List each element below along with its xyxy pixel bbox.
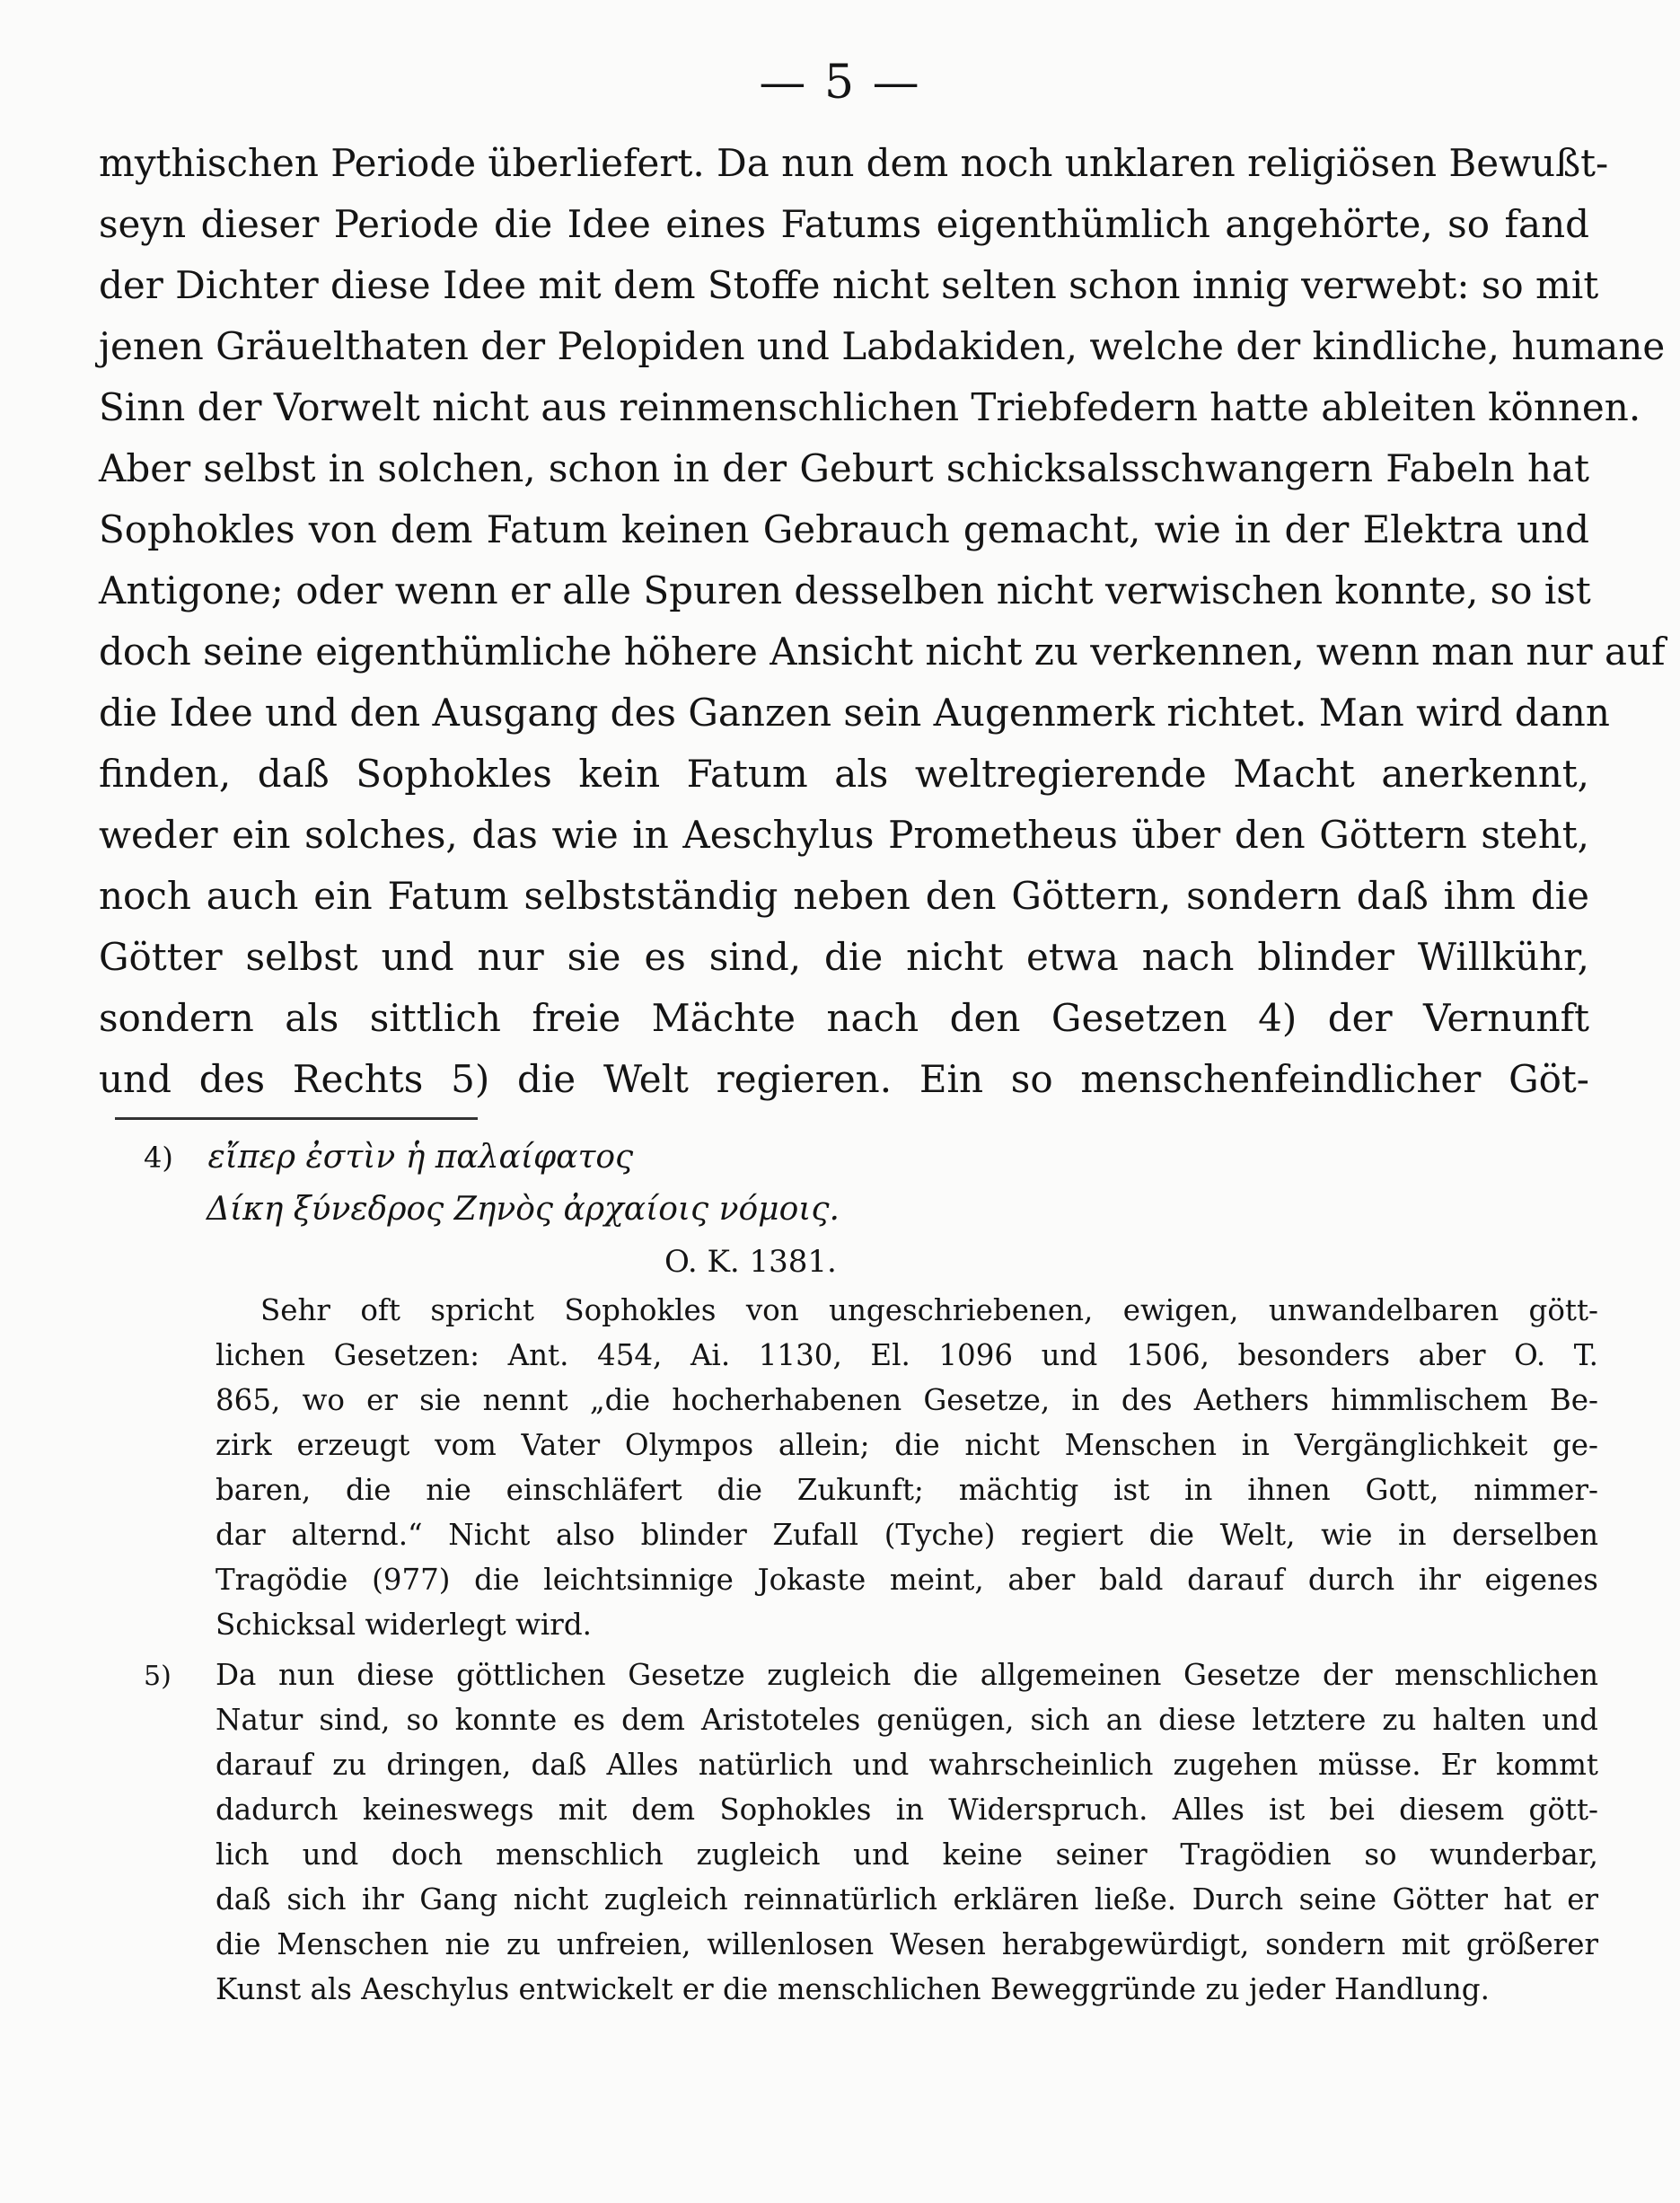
footnote-4-greek-line bbox=[144, 1132, 1598, 1184]
footnotes-block bbox=[144, 1132, 1598, 2012]
main-text-line: sondern als sittlich freie Mächte nach den Gesetzen 4) der Vernunft bbox=[99, 996, 1589, 1040]
footnote-4-line: Schicksal widerlegt wird. bbox=[215, 1608, 592, 1642]
footnote-divider bbox=[115, 1117, 478, 1120]
footnote-4-line: zirk erzeugt vom Vater Olympos allein; die nicht Menschen in Vergänglichkeit ge- bbox=[215, 1428, 1598, 1462]
footnote-4-marker: 4) bbox=[144, 1141, 173, 1175]
footnote-5-line: Da nun diese göttlichen Gesetze zugleich die allgemeinen Gesetze der menschlichen bbox=[215, 1658, 1598, 1692]
footnote-4-line: Sehr oft spricht Sophokles von ungeschriebenen, ewigen, unwandelbaren gött- bbox=[260, 1293, 1598, 1327]
footnote-4-line: baren, die nie einschläfert die Zukunft; mächtig ist in ihnen Gott, nimmer- bbox=[215, 1473, 1598, 1507]
footnote-4-line: Tragödie (977) die leichtsinnige Jokaste meint, aber bald darauf durch ihr eigenes bbox=[215, 1563, 1598, 1597]
main-text-line: doch seine eigenthümliche höhere Ansicht nicht zu verkennen, wenn man nur auf bbox=[99, 630, 1666, 674]
footnote-4 bbox=[144, 1132, 1598, 1647]
main-text-block bbox=[99, 133, 1666, 1110]
main-text-line: seyn dieser Periode die Idee eines Fatums eigenthümlich angehörte, so fand bbox=[99, 202, 1589, 246]
footnote-5-row bbox=[144, 1652, 1598, 2012]
main-text-line: Götter selbst und nur sie es sind, die nicht etwa nach blinder Willkühr, bbox=[99, 935, 1589, 979]
footnote-4-line: 865, wo er sie nennt „die hocherhabenen Gesetze, in des Aethers himmlischem Be- bbox=[215, 1383, 1598, 1417]
main-text-line: und des Rechts 5) die Welt regieren. Ein so menschenfeindlicher Göt- bbox=[99, 1057, 1589, 1101]
page-number: — 5 — bbox=[759, 56, 921, 110]
footnote-5 bbox=[144, 1652, 1598, 2012]
footnote-4-line: dar alternd.“ Nicht also blinder Zufall (Tyche) regiert die Welt, wie in derselben bbox=[215, 1518, 1598, 1552]
footnote-5-line: daß sich ihr Gang nicht zugleich reinnatürlich erklären ließe. Durch seine Götter hat er bbox=[215, 1882, 1598, 1917]
footnote-5-line: dadurch keineswegs mit dem Sophokles in Widerspruch. Alles ist bei diesem gött- bbox=[215, 1793, 1598, 1827]
footnote-5-line: darauf zu dringen, daß Alles natürlich und wahrscheinlich zugehen müsse. Er kommt bbox=[215, 1748, 1598, 1782]
main-text-line: weder ein solches, das wie in Aeschylus Prometheus über den Göttern steht, bbox=[99, 813, 1589, 857]
footnote-5-line: Kunst als Aeschylus entwickelt er die menschlichen Beweggründe zu jeder Handlung. bbox=[215, 1972, 1490, 2006]
footnote-5-text bbox=[215, 1652, 1598, 2012]
footnote-4-greek-line: Δίκη ξύνεδρος Ζηνὸς ἀρχαίοις νόμοις. bbox=[207, 1191, 840, 1228]
main-text-line: mythischen Periode überliefert. Da nun dem noch unklaren religiösen Bewußt- bbox=[99, 141, 1609, 185]
footnote-5-line: Natur sind, so konnte es dem Aristoteles genügen, sich an diese letztere zu halten und bbox=[215, 1703, 1598, 1737]
main-text-line: jenen Gräuelthaten der Pelopiden und Labdakiden, welche der kindliche, humane bbox=[99, 324, 1666, 368]
footnote-5-line: die Menschen nie zu unfreien, willenlosen Wesen herabgewürdigt, sondern mit größerer bbox=[215, 1927, 1598, 1961]
main-text-line: Aber selbst in solchen, schon in der Geburt schicksalsschwangern Fabeln hat bbox=[99, 446, 1589, 490]
footnote-4-line: lichen Gesetzen: Ant. 454, Ai. 1130, El. 1096 und 1506, besonders aber O. T. bbox=[215, 1338, 1598, 1372]
main-text-line: finden, daß Sophokles kein Fatum als weltregierende Macht anerkennt, bbox=[99, 752, 1589, 796]
footnote-4-reference: O. K. 1381. bbox=[664, 1244, 837, 1280]
main-text-line: der Dichter diese Idee mit dem Stoffe nicht selten schon innig verwebt: so mit bbox=[99, 263, 1599, 307]
main-text-line: Sinn der Vorwelt nicht aus reinmenschlichen Triebfedern hatte ableiten können. bbox=[99, 385, 1641, 429]
footnote-5-line: lich und doch menschlich zugleich und keine seiner Tragödien so wunderbar, bbox=[215, 1837, 1598, 1872]
footnote-5-marker: 5) bbox=[144, 1661, 172, 1692]
main-text-line: Sophokles von dem Fatum keinen Gebrauch gemacht, wie in der Elektra und bbox=[99, 507, 1589, 551]
footnote-4-greek-text: εἴπερ ἐστὶν ἡ παλαίφατος bbox=[207, 1139, 634, 1176]
main-text-line: noch auch ein Fatum selbstständig neben den Göttern, sondern daß ihm die bbox=[99, 874, 1589, 918]
main-text-line: Antigone; oder wenn er alle Spuren desselben nicht verwischen konnte, so ist bbox=[99, 568, 1591, 612]
main-text-line: die Idee und den Ausgang des Ganzen sein Augenmerk richtet. Man wird dann bbox=[99, 691, 1610, 735]
